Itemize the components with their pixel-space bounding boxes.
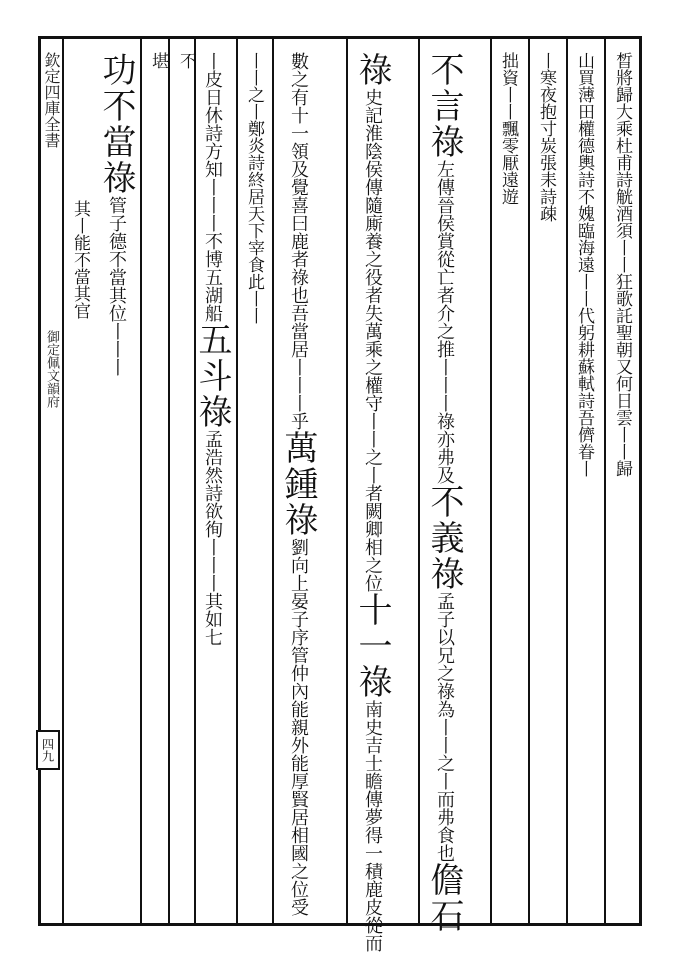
text-column: 拙資丨丨飄零厭遠遊 [498,52,518,205]
text-column: 丨寒夜抱寸炭張耒詩疎 [536,52,556,222]
text-column: 其丨能不當其官 [70,200,90,319]
entry-heading: 儋石 [424,862,464,934]
page-number: 四九 [36,730,60,770]
entry-column [192,52,236,646]
entry-text: 南史吉士瞻傳夢得一積鹿皮從而 [362,700,383,952]
text-column: 山買薄田權德輿詩不媿臨海遠丨丨代躬耕蘇軾詩吾儕眷丨 [574,52,594,477]
entry-text: 丨皮日休詩方知丨丨丨不博五湖船 [202,52,223,322]
entry-heading: 不言祿 [424,52,464,160]
entry-column [420,52,468,934]
entry-column [274,52,322,916]
entry-text: 史記淮陰侯傳隨廝養之役者失萬乘之權守丨丨之丨者闕卿相之位 [362,88,383,592]
entry-text: 孟浩然詩欲徇丨丨丨其如七 [202,430,223,646]
entry-heading: 祿 [352,52,392,88]
entry-heading: 十一祿 [352,592,392,700]
entry-text: 管子德不當其位丨丨丨 [106,196,127,376]
column-rule [62,36,64,926]
section-title: 御定佩文韻府 [44,330,59,408]
entry-heading: 萬鍾祿 [278,430,318,538]
entry-text: 孟子以兄之祿為丨丨之丨而弗食也 [434,592,455,862]
entry-heading: 五斗祿 [192,322,232,430]
entry-column [348,52,396,952]
entry-text: 數之有十一領及覺喜曰鹿者祿也吾當居丨丨丨乎 [288,52,309,430]
text-column: 晳將歸大乘杜甫詩觥酒須丨丨狂歌託聖朝又何日雲丨丨歸 [612,52,632,477]
entry-column [96,52,140,376]
text-column: 不 [176,52,196,69]
entry-text: 左傳晉侯賞從亡者介之推丨丨丨祿亦弗及 [434,160,455,484]
column-rule [168,36,170,926]
book-title: 欽定四庫全書 [42,52,61,148]
entry-heading: 不義祿 [424,484,464,592]
column-rule [140,36,142,926]
text-column: 堪 [148,52,168,69]
entry-text: 劉向上晏子序管仲內能親外能厚賢居相國之位受 [288,538,309,916]
text-column: 丨丨之丨鄭炎詩終居天下宰食此丨丨 [244,52,264,324]
entry-heading: 功不當祿 [96,52,136,196]
